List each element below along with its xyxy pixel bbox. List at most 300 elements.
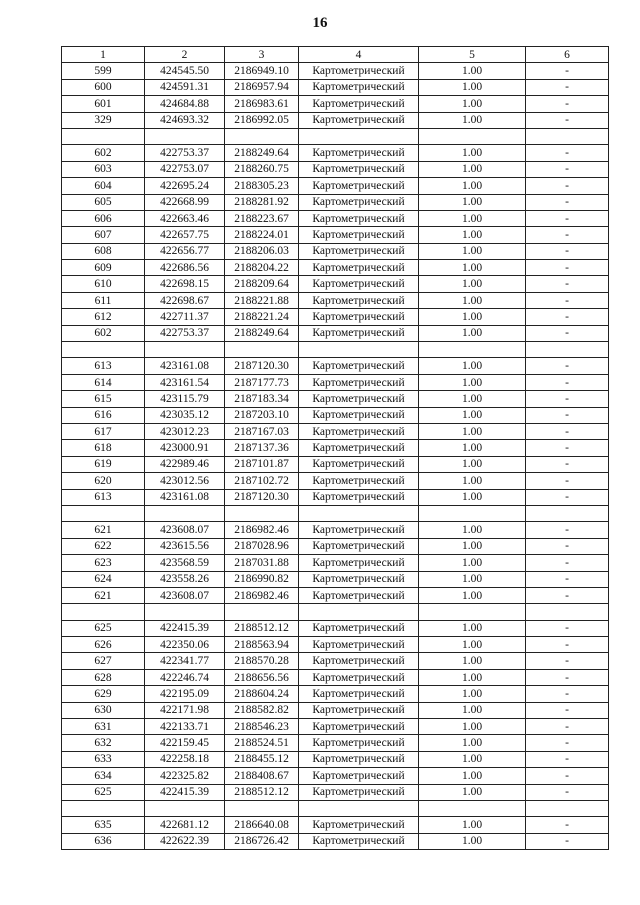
description-cell: - [526,440,609,456]
accuracy-cell: 1.00 [419,669,526,685]
x-coordinate-cell: 422656.77 [145,243,225,259]
description-cell: - [526,587,609,603]
method-cell: Картометрический [299,620,419,636]
method-cell: Картометрический [299,276,419,292]
table-header-row [62,47,609,63]
accuracy-cell: 1.00 [419,276,526,292]
point-number-cell: 624 [62,571,145,587]
method-cell: Картометрический [299,702,419,718]
point-number-cell: 602 [62,145,145,161]
table-row [62,571,609,587]
x-coordinate-cell: 422350.06 [145,637,225,653]
description-cell: - [526,637,609,653]
description-cell: - [526,423,609,439]
method-cell: Картометрический [299,653,419,669]
description-cell: - [526,227,609,243]
y-coordinate-cell: 2188582.82 [225,702,299,718]
description-cell: - [526,325,609,341]
y-coordinate-cell [225,128,299,144]
description-cell: - [526,194,609,210]
point-number-cell: 604 [62,178,145,194]
description-cell: - [526,407,609,423]
description-cell: - [526,784,609,800]
table-row [62,719,609,735]
y-coordinate-cell [225,800,299,816]
accuracy-cell: 1.00 [419,538,526,554]
method-cell: Картометрический [299,555,419,571]
x-coordinate-cell [145,128,225,144]
point-number-cell: 621 [62,587,145,603]
method-cell: Картометрический [299,538,419,554]
accuracy-cell: 1.00 [419,456,526,472]
accuracy-cell: 1.00 [419,489,526,505]
x-coordinate-cell: 423608.07 [145,587,225,603]
point-number-cell: 611 [62,292,145,308]
y-coordinate-cell: 2187102.72 [225,473,299,489]
table-row [62,473,609,489]
method-cell [299,128,419,144]
description-cell: - [526,817,609,833]
accuracy-cell: 1.00 [419,260,526,276]
method-cell: Картометрический [299,571,419,587]
description-cell: - [526,178,609,194]
x-coordinate-cell: 422698.67 [145,292,225,308]
y-coordinate-cell: 2186982.46 [225,522,299,538]
description-cell: - [526,374,609,390]
y-coordinate-cell: 2188546.23 [225,719,299,735]
table-row [62,276,609,292]
description-cell: - [526,391,609,407]
point-number-cell: 618 [62,440,145,456]
table-row [62,555,609,571]
y-coordinate-cell: 2188249.64 [225,145,299,161]
description-cell: - [526,653,609,669]
method-cell: Картометрический [299,833,419,849]
accuracy-cell: 1.00 [419,309,526,325]
y-coordinate-cell: 2187031.88 [225,555,299,571]
point-number-cell: 632 [62,735,145,751]
point-number-cell: 613 [62,489,145,505]
method-cell: Картометрический [299,522,419,538]
x-coordinate-cell: 422663.46 [145,210,225,226]
method-cell: Картометрический [299,243,419,259]
table-row [62,128,609,144]
accuracy-cell: 1.00 [419,555,526,571]
y-coordinate-cell: 2188204.22 [225,260,299,276]
column-header: 2 [145,47,225,63]
method-cell: Картометрический [299,440,419,456]
y-coordinate-cell: 2187137.36 [225,440,299,456]
table-row [62,686,609,702]
point-number-cell: 635 [62,817,145,833]
accuracy-cell [419,342,526,358]
table-row [62,751,609,767]
table-row [62,407,609,423]
accuracy-cell [419,505,526,521]
description-cell: - [526,210,609,226]
x-coordinate-cell: 424545.50 [145,63,225,79]
method-cell: Картометрический [299,194,419,210]
method-cell: Картометрический [299,735,419,751]
point-number-cell: 626 [62,637,145,653]
x-coordinate-cell [145,342,225,358]
accuracy-cell [419,800,526,816]
point-number-cell: 610 [62,276,145,292]
accuracy-cell: 1.00 [419,768,526,784]
accuracy-cell: 1.00 [419,620,526,636]
point-number-cell: 609 [62,260,145,276]
x-coordinate-cell: 422415.39 [145,784,225,800]
y-coordinate-cell: 2188281.92 [225,194,299,210]
point-number-cell: 607 [62,227,145,243]
y-coordinate-cell: 2188408.67 [225,768,299,784]
point-number-cell: 600 [62,79,145,95]
point-number-cell: 329 [62,112,145,128]
description-cell [526,342,609,358]
method-cell: Картометрический [299,686,419,702]
x-coordinate-cell: 423161.08 [145,489,225,505]
accuracy-cell: 1.00 [419,571,526,587]
y-coordinate-cell: 2188524.51 [225,735,299,751]
table-row [62,63,609,79]
method-cell: Картометрический [299,325,419,341]
table-row [62,79,609,95]
description-cell [526,505,609,521]
method-cell: Картометрический [299,63,419,79]
method-cell: Картометрический [299,309,419,325]
point-number-cell: 617 [62,423,145,439]
method-cell: Картометрический [299,79,419,95]
table-row [62,194,609,210]
table-row [62,325,609,341]
y-coordinate-cell: 2187101.87 [225,456,299,472]
y-coordinate-cell: 2188305.23 [225,178,299,194]
method-cell [299,800,419,816]
method-cell: Картометрический [299,768,419,784]
description-cell: - [526,260,609,276]
description-cell: - [526,63,609,79]
column-header: 4 [299,47,419,63]
x-coordinate-cell: 422171.98 [145,702,225,718]
description-cell [526,800,609,816]
point-number-cell: 622 [62,538,145,554]
point-number-cell: 612 [62,309,145,325]
table-row [62,800,609,816]
table-row [62,96,609,112]
x-coordinate-cell: 424684.88 [145,96,225,112]
description-cell: - [526,669,609,685]
x-coordinate-cell: 423568.59 [145,555,225,571]
description-cell: - [526,112,609,128]
method-cell: Картометрический [299,374,419,390]
x-coordinate-cell: 422695.24 [145,178,225,194]
table-row [62,456,609,472]
point-number-cell: 605 [62,194,145,210]
accuracy-cell: 1.00 [419,702,526,718]
method-cell: Картометрический [299,178,419,194]
accuracy-cell: 1.00 [419,210,526,226]
table-row [62,243,609,259]
x-coordinate-cell: 423012.56 [145,473,225,489]
y-coordinate-cell: 2188512.12 [225,784,299,800]
method-cell: Картометрический [299,489,419,505]
y-coordinate-cell: 2186640.08 [225,817,299,833]
point-number-cell: 603 [62,161,145,177]
y-coordinate-cell: 2188455.12 [225,751,299,767]
point-number-cell: 613 [62,358,145,374]
accuracy-cell: 1.00 [419,374,526,390]
y-coordinate-cell: 2187203.10 [225,407,299,423]
method-cell: Картометрический [299,669,419,685]
column-header: 3 [225,47,299,63]
y-coordinate-cell: 2188249.64 [225,325,299,341]
x-coordinate-cell: 422753.37 [145,145,225,161]
y-coordinate-cell: 2187183.34 [225,391,299,407]
y-coordinate-cell: 2186990.82 [225,571,299,587]
y-coordinate-cell: 2188206.03 [225,243,299,259]
description-cell: - [526,161,609,177]
accuracy-cell: 1.00 [419,391,526,407]
method-cell: Картометрический [299,260,419,276]
method-cell: Картометрический [299,751,419,767]
description-cell: - [526,768,609,784]
point-number-cell: 621 [62,522,145,538]
method-cell: Картометрический [299,112,419,128]
y-coordinate-cell: 2188260.75 [225,161,299,177]
table-row [62,768,609,784]
table-row [62,489,609,505]
accuracy-cell: 1.00 [419,817,526,833]
description-cell: - [526,96,609,112]
point-number-cell: 623 [62,555,145,571]
table-row [62,391,609,407]
x-coordinate-cell: 422258.18 [145,751,225,767]
point-number-cell: 601 [62,96,145,112]
table-row [62,309,609,325]
point-number-cell: 634 [62,768,145,784]
point-number-cell: 608 [62,243,145,259]
y-coordinate-cell: 2188221.88 [225,292,299,308]
description-cell: - [526,735,609,751]
description-cell: - [526,473,609,489]
accuracy-cell: 1.00 [419,440,526,456]
method-cell: Картометрический [299,96,419,112]
accuracy-cell: 1.00 [419,522,526,538]
accuracy-cell: 1.00 [419,358,526,374]
table-row [62,374,609,390]
x-coordinate-cell: 422195.09 [145,686,225,702]
y-coordinate-cell: 2187177.73 [225,374,299,390]
coordinates-table [61,46,609,850]
x-coordinate-cell: 422681.12 [145,817,225,833]
accuracy-cell: 1.00 [419,178,526,194]
accuracy-cell: 1.00 [419,79,526,95]
accuracy-cell: 1.00 [419,112,526,128]
accuracy-cell: 1.00 [419,719,526,735]
table-row [62,538,609,554]
accuracy-cell: 1.00 [419,784,526,800]
x-coordinate-cell: 422753.37 [145,325,225,341]
x-coordinate-cell: 423115.79 [145,391,225,407]
method-cell: Картометрический [299,210,419,226]
description-cell: - [526,145,609,161]
x-coordinate-cell [145,800,225,816]
description-cell [526,128,609,144]
table-row [62,735,609,751]
point-number-cell: 628 [62,669,145,685]
x-coordinate-cell: 423035.12 [145,407,225,423]
y-coordinate-cell [225,342,299,358]
page-number: 16 [312,15,328,31]
description-cell: - [526,686,609,702]
table-row [62,227,609,243]
method-cell: Картометрический [299,227,419,243]
accuracy-cell: 1.00 [419,735,526,751]
accuracy-cell: 1.00 [419,751,526,767]
table-row [62,440,609,456]
table-row [62,653,609,669]
x-coordinate-cell: 422341.77 [145,653,225,669]
y-coordinate-cell: 2188223.67 [225,210,299,226]
x-coordinate-cell: 422668.99 [145,194,225,210]
accuracy-cell: 1.00 [419,833,526,849]
x-coordinate-cell: 423000.91 [145,440,225,456]
table-body [62,63,609,850]
y-coordinate-cell: 2186982.46 [225,587,299,603]
point-number-cell: 633 [62,751,145,767]
accuracy-cell: 1.00 [419,161,526,177]
description-cell: - [526,79,609,95]
description-cell: - [526,620,609,636]
table-row [62,587,609,603]
point-number-cell: 619 [62,456,145,472]
x-coordinate-cell: 422698.15 [145,276,225,292]
y-coordinate-cell: 2188563.94 [225,637,299,653]
table-row [62,342,609,358]
description-cell: - [526,489,609,505]
point-number-cell: 631 [62,719,145,735]
y-coordinate-cell: 2186949.10 [225,63,299,79]
accuracy-cell [419,128,526,144]
description-cell: - [526,555,609,571]
table-row [62,784,609,800]
point-number-cell [62,128,145,144]
y-coordinate-cell: 2186726.42 [225,833,299,849]
x-coordinate-cell: 422246.74 [145,669,225,685]
method-cell: Картометрический [299,145,419,161]
description-cell: - [526,522,609,538]
table-row [62,604,609,620]
y-coordinate-cell: 2187028.96 [225,538,299,554]
accuracy-cell: 1.00 [419,194,526,210]
accuracy-cell: 1.00 [419,637,526,653]
y-coordinate-cell: 2188656.56 [225,669,299,685]
y-coordinate-cell: 2186957.94 [225,79,299,95]
y-coordinate-cell: 2188221.24 [225,309,299,325]
y-coordinate-cell: 2187120.30 [225,489,299,505]
y-coordinate-cell: 2188224.01 [225,227,299,243]
x-coordinate-cell [145,604,225,620]
x-coordinate-cell: 423161.08 [145,358,225,374]
x-coordinate-cell: 422753.07 [145,161,225,177]
table-row [62,505,609,521]
y-coordinate-cell: 2188570.28 [225,653,299,669]
x-coordinate-cell: 423558.26 [145,571,225,587]
description-cell: - [526,702,609,718]
table-row [62,620,609,636]
point-number-cell: 636 [62,833,145,849]
table-row [62,702,609,718]
description-cell: - [526,751,609,767]
description-cell: - [526,292,609,308]
table-row [62,833,609,849]
point-number-cell: 629 [62,686,145,702]
point-number-cell: 625 [62,784,145,800]
point-number-cell: 615 [62,391,145,407]
point-number-cell [62,800,145,816]
accuracy-cell: 1.00 [419,227,526,243]
column-header: 5 [419,47,526,63]
table-row [62,260,609,276]
x-coordinate-cell: 424591.31 [145,79,225,95]
point-number-cell: 620 [62,473,145,489]
point-number-cell: 630 [62,702,145,718]
method-cell: Картометрический [299,473,419,489]
accuracy-cell: 1.00 [419,653,526,669]
column-header: 1 [62,47,145,63]
method-cell: Картометрический [299,784,419,800]
y-coordinate-cell [225,505,299,521]
table-row [62,292,609,308]
description-cell: - [526,538,609,554]
description-cell: - [526,456,609,472]
method-cell: Картометрический [299,637,419,653]
method-cell: Картометрический [299,587,419,603]
point-number-cell: 602 [62,325,145,341]
point-number-cell [62,342,145,358]
description-cell: - [526,276,609,292]
accuracy-cell: 1.00 [419,686,526,702]
x-coordinate-cell: 422133.71 [145,719,225,735]
x-coordinate-cell: 422711.37 [145,309,225,325]
point-number-cell [62,505,145,521]
accuracy-cell: 1.00 [419,145,526,161]
x-coordinate-cell: 423161.54 [145,374,225,390]
description-cell: - [526,243,609,259]
description-cell: - [526,571,609,587]
point-number-cell: 614 [62,374,145,390]
y-coordinate-cell: 2187167.03 [225,423,299,439]
x-coordinate-cell: 422657.75 [145,227,225,243]
description-cell: - [526,833,609,849]
description-cell: - [526,309,609,325]
method-cell [299,505,419,521]
y-coordinate-cell: 2188512.12 [225,620,299,636]
table-row [62,522,609,538]
y-coordinate-cell: 2188209.64 [225,276,299,292]
y-coordinate-cell: 2187120.30 [225,358,299,374]
column-header: 6 [526,47,609,63]
x-coordinate-cell: 423608.07 [145,522,225,538]
accuracy-cell: 1.00 [419,473,526,489]
y-coordinate-cell: 2186983.61 [225,96,299,112]
accuracy-cell: 1.00 [419,292,526,308]
table-row [62,161,609,177]
accuracy-cell: 1.00 [419,407,526,423]
table-row [62,358,609,374]
x-coordinate-cell: 422622.39 [145,833,225,849]
description-cell [526,604,609,620]
